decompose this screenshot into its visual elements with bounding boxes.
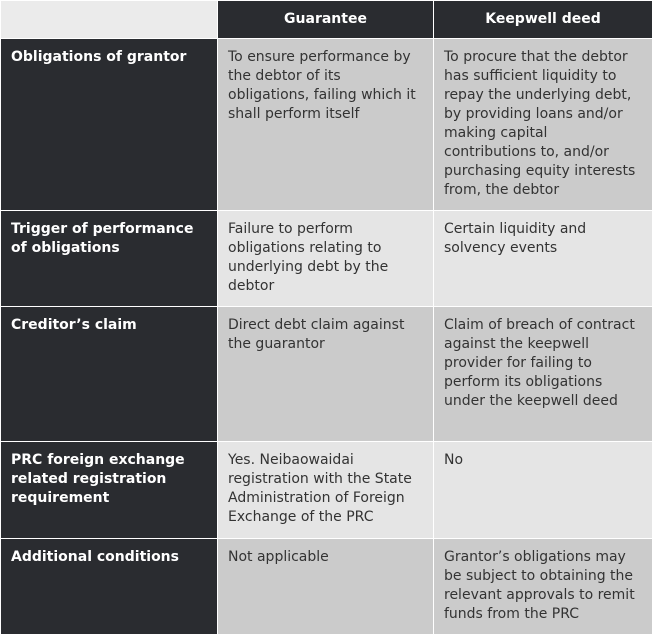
row-label: PRC foreign exchange related registration requirement xyxy=(1,442,218,539)
table-row xyxy=(1,307,652,442)
keepwell-cell: Certain liquidity and solvency events xyxy=(434,211,652,307)
table-row xyxy=(1,39,652,211)
keepwell-cell: Claim of breach of contract against the keepwell provider for failing to perform its obligations under the keepwell deed xyxy=(434,307,652,442)
keepwell-cell: Grantor’s obligations may be subject to obtaining the relevant approvals to remit funds from the PRC xyxy=(434,539,652,635)
header-keepwell-deed: Keepwell deed xyxy=(434,1,652,39)
header-row xyxy=(1,1,652,39)
keepwell-cell: No xyxy=(434,442,652,539)
keepwell-cell: To procure that the debtor has sufficient liquidity to repay the underlying debt, by providing loans and/or making capital contributions to, and/or purchasing equity interests from, the debtor xyxy=(434,39,652,211)
header-guarantee: Guarantee xyxy=(218,1,434,39)
guarantee-cell: Failure to perform obligations relating to underlying debt by the debtor xyxy=(218,211,434,307)
guarantee-cell: Yes. Neibaowaidai registration with the State Administration of Foreign Exchange of the PRC xyxy=(218,442,434,539)
header-corner-cell xyxy=(1,1,218,39)
row-label: Obligations of grantor xyxy=(1,39,218,211)
row-label: Creditor’s claim xyxy=(1,307,218,442)
row-label: Additional conditions xyxy=(1,539,218,635)
table-row xyxy=(1,442,652,539)
table-row xyxy=(1,211,652,307)
table-row xyxy=(1,539,652,635)
guarantee-cell: Direct debt claim against the guarantor xyxy=(218,307,434,442)
guarantee-cell: Not applicable xyxy=(218,539,434,635)
guarantee-cell: To ensure performance by the debtor of its obligations, failing which it shall perform itself xyxy=(218,39,434,211)
row-label: Trigger of performance of obligations xyxy=(1,211,218,307)
